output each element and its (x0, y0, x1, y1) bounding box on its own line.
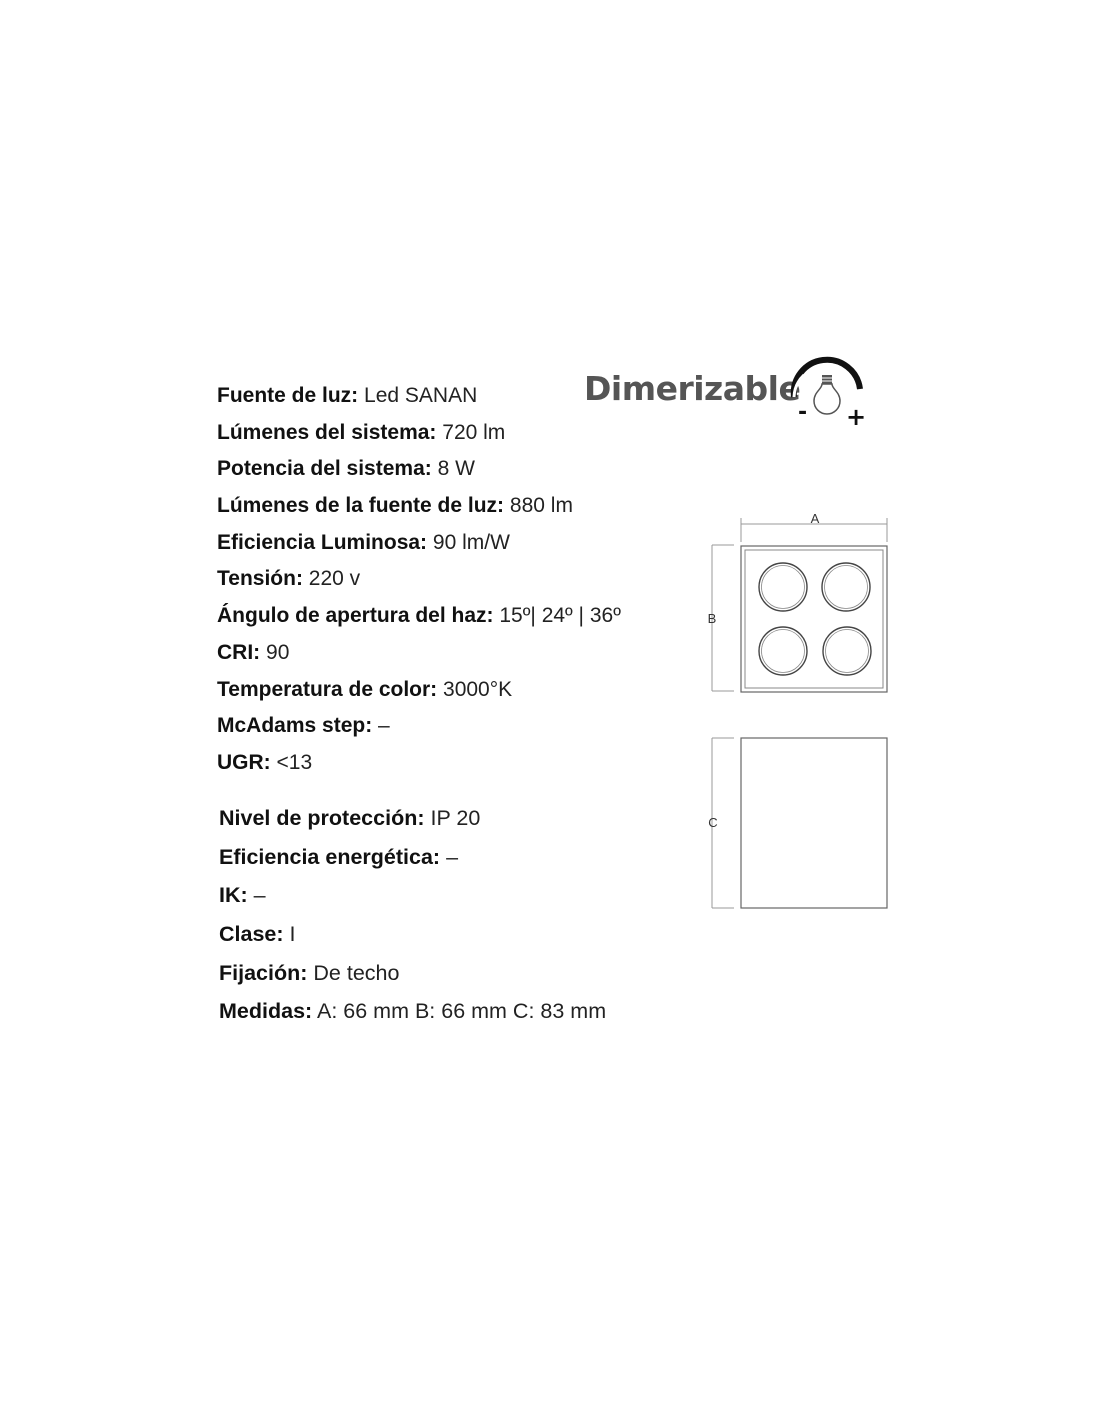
spec-label: Potencia del sistema: (217, 457, 432, 481)
spec-value: I (289, 922, 296, 947)
specs-group-secondary (219, 799, 689, 1031)
spec-row-dimensions (219, 992, 689, 1031)
spec-label: Fijación: (219, 960, 308, 985)
spec-label: Clase: (219, 922, 284, 947)
spec-label: Lúmenes de la fuente de luz: (217, 494, 505, 518)
spec-label: IK: (219, 883, 248, 908)
spec-label: Temperatura de color: (217, 677, 438, 701)
spec-row-luminous-efficiency (217, 525, 687, 562)
spec-value: A: 66 mm B: 66 mm C: 83 mm (316, 999, 607, 1024)
spec-value: 15º| 24º | 36º (499, 604, 621, 628)
spec-label: CRI: (217, 640, 261, 664)
spec-label: Medidas: (219, 999, 313, 1024)
spec-value: 90 lm/W (432, 530, 510, 554)
spec-value: 720 lm (442, 420, 506, 444)
spec-row-mcadams-step (217, 708, 687, 745)
spec-row-cri (217, 635, 687, 672)
spec-label: Ángulo de apertura del haz: (217, 604, 494, 628)
spec-value: <13 (276, 750, 313, 774)
spec-label: Nivel de protección: (219, 806, 425, 830)
dimension-drawing (700, 505, 900, 915)
top-view-outer (741, 546, 887, 692)
spec-row-energy-efficiency (219, 838, 689, 877)
side-view (741, 738, 887, 908)
spec-label: Fuente de luz: (217, 384, 359, 407)
dimension-label-b: B (707, 611, 717, 626)
spec-label: UGR: (217, 750, 271, 774)
specs-group-primary (217, 378, 687, 782)
spec-value: 3000°K (443, 677, 513, 701)
spec-row-mounting (219, 954, 689, 993)
spec-row-ik (219, 876, 689, 915)
spec-value: Led SANAN (364, 384, 478, 407)
spec-label: McAdams step: (217, 714, 373, 738)
spec-value: – (446, 844, 459, 869)
dimmer-plus-sign: + (846, 403, 867, 431)
spec-value: IP 20 (430, 806, 481, 830)
spec-row-system-power (217, 451, 687, 488)
spec-row-color-temperature (217, 672, 687, 709)
spec-row-beam-angle (217, 598, 687, 635)
spec-value: 8 W (437, 457, 475, 481)
spec-value: – (378, 714, 390, 738)
spec-value: 880 lm (509, 494, 573, 518)
spec-row-source-lumens (217, 488, 687, 525)
dimmer-minus-sign: - (798, 400, 808, 425)
spec-label: Eficiencia energética: (219, 844, 441, 869)
dimmable-label: Dimerizable (584, 369, 801, 408)
spec-row-voltage (217, 561, 687, 598)
spec-row-class (219, 915, 689, 954)
dimmable-badge (584, 355, 874, 435)
spec-value: 220 v (308, 567, 361, 591)
dimension-label-a: A (810, 511, 820, 526)
spec-label: Eficiencia Luminosa: (217, 530, 428, 554)
spec-value: De techo (313, 960, 400, 985)
spec-label: Tensión: (217, 567, 303, 591)
spec-value: – (253, 883, 266, 908)
spec-label: Lúmenes del sistema: (217, 420, 437, 444)
dimmable-bulb-icon (788, 355, 870, 433)
spec-row-ugr (217, 745, 687, 782)
spec-row-protection-level (219, 799, 689, 838)
spec-value: 90 (266, 640, 290, 664)
dimension-label-c: C (708, 815, 718, 830)
